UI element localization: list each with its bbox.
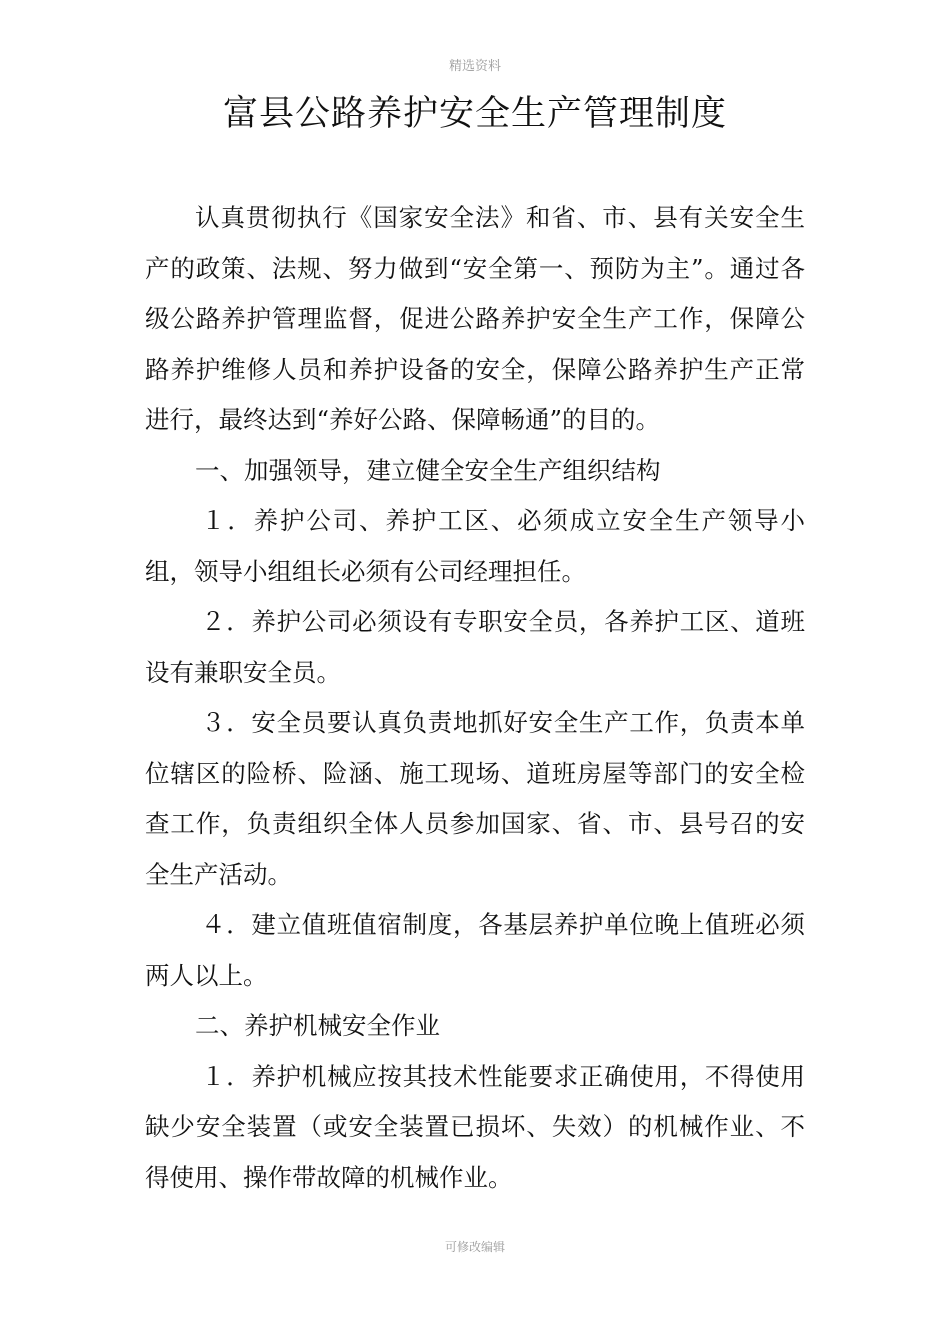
paragraph-intro: 认真贯彻执行《国家安全法》和省、市、县有关安全生产的政策、法规、努力做到“安全第一、预防为主”。通过各级公路养护管理监督，促进公路养护安全生产工作，保障公路养护维修人员和养护设备的安全，保障公路养护生产正常进行，最终达到“养好公路、保障畅通”的目的。 [145, 203, 805, 434]
section-heading-2: 二、养护机械安全作业 [195, 1011, 440, 1040]
paragraph-1-1: １．养护公司、养护工区、必须成立安全生产领导小组，领导小组组长必须有公司经理担任。 [145, 506, 805, 586]
page-header: 精选资料 [448, 59, 501, 74]
document-title: 富县公路养护安全生产管理制度 [222, 94, 727, 134]
document-body [145, 193, 805, 1203]
paragraph-1-3: ３．安全员要认真负责地抓好安全生产工作，负责本单位辖区的险桥、险涵、施工现场、道班房屋等部门的安全检查工作，负责组织全体人员参加国家、省、市、县号召的安全生产活动。 [145, 708, 805, 889]
paragraph-1-2: ２．养护公司必须设有专职安全员，各养护工区、道班设有兼职安全员。 [145, 607, 805, 687]
paragraph-2-1: １．养护机械应按其技术性能要求正确使用，不得使用缺少安全装置（或安全装置已损坏、失效）的机械作业、不得使用、操作带故障的机械作业。 [145, 1061, 805, 1192]
section-heading-1: 一、加强领导，建立健全安全生产组织结构 [195, 455, 661, 485]
page-footer: 可修改编辑 [444, 1240, 505, 1254]
paragraph-1-4: ４．建立值班值宿制度，各基层养护单位晚上值班必须两人以上。 [145, 910, 805, 990]
